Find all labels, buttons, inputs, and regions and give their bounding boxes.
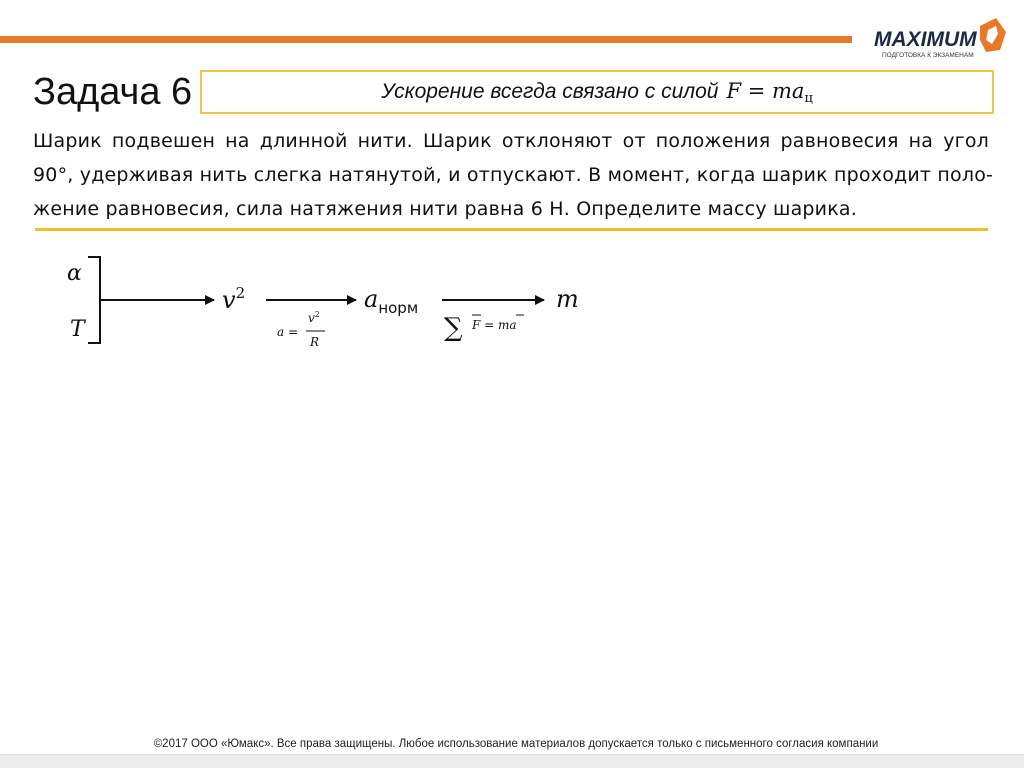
centripetal-formula-lhs: a =: [277, 325, 299, 339]
centripetal-formula-num: $v^2$: [308, 310, 320, 325]
newton-sum-symbol: ∑: [444, 313, 463, 343]
logo-tagline: ПОДГОТОВКА К ЭКЗАМЕНАМ: [882, 52, 974, 59]
logo-brand: MAXIMUM: [874, 28, 977, 51]
normal-acceleration: $a_{норм}$: [364, 285, 419, 317]
header-accent-bar: [0, 36, 852, 43]
copyright-footer: ©2017 ООО «Юмакс». Все права защищены. Любое использование материалов допускается только с письменного согласия компании: [153, 738, 879, 750]
newton-second-law: F = ma: [472, 318, 517, 332]
hint-formula: [726, 79, 812, 106]
hint-box: [200, 70, 994, 114]
bottom-bar: [0, 754, 1024, 768]
mass-result: m: [556, 285, 579, 313]
given-bracket: [88, 257, 100, 343]
hint-formula-sub: ц: [804, 90, 813, 106]
solution-diagram: [0, 240, 1024, 370]
maximum-logo: [868, 16, 1008, 62]
problem-line: жение равновесия, сила натяжения нити равна 6 Н. Определите массу шарика.: [33, 198, 857, 220]
problem-line: 90°, удерживая нить слегка натянутой, и отпускают. В момент, когда шарик проходит поло-: [33, 164, 994, 186]
section-divider: [35, 228, 988, 231]
velocity-squared: $v^2$: [222, 284, 246, 314]
problem-statement: [33, 124, 994, 226]
problem-line: Шарик подвешен на длинной нити. Шарик отклоняют от положения равновесия на угол: [33, 130, 989, 152]
hint-text: Ускорение всегда связано с силой: [381, 80, 719, 103]
given-alpha: α: [67, 261, 82, 286]
slide-title: Задача 6: [33, 71, 193, 113]
centripetal-formula-den: R: [310, 335, 320, 349]
given-tension: T: [70, 317, 85, 342]
hint-formula-main: F = ma: [726, 78, 805, 103]
